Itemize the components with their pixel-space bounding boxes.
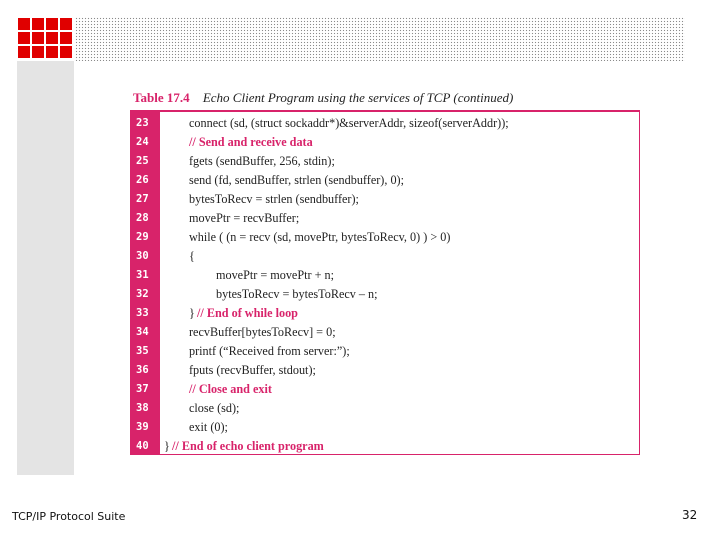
table-title <box>133 90 513 106</box>
code-row <box>131 247 639 266</box>
code-row <box>131 285 639 304</box>
code-text: connect (sd, (struct sockaddr*)&serverAddr, sizeof(serverAddr)); <box>189 116 509 130</box>
left-sidebar-band <box>17 61 74 475</box>
line-number: 36 <box>136 364 149 376</box>
code-text: { <box>189 249 195 263</box>
code-text: bytesToRecv = bytesToRecv – n; <box>216 287 378 301</box>
line-number: 23 <box>136 117 149 129</box>
line-number: 24 <box>136 136 149 148</box>
code-text: exit (0); <box>189 420 228 434</box>
logo-grid-icon <box>17 17 75 63</box>
code-row <box>131 323 639 342</box>
code-row <box>131 171 639 190</box>
code-comment: // End of while loop <box>194 306 298 320</box>
line-number: 34 <box>136 326 149 338</box>
header-pattern <box>75 17 685 61</box>
line-number: 40 <box>136 440 149 452</box>
code-text: close (sd); <box>189 401 240 415</box>
code-text: movePtr = recvBuffer; <box>189 211 300 225</box>
code-row <box>131 152 639 171</box>
code-text: fgets (sendBuffer, 256, stdin); <box>189 154 335 168</box>
code-row <box>131 266 639 285</box>
code-brace: } <box>164 439 170 453</box>
code-row <box>131 209 639 228</box>
code-row <box>131 361 639 380</box>
code-text: bytesToRecv = strlen (sendbuffer); <box>189 192 359 206</box>
line-number: 29 <box>136 231 149 243</box>
line-number: 39 <box>136 421 149 433</box>
code-row <box>131 342 639 361</box>
code-row <box>131 228 639 247</box>
line-number: 33 <box>136 307 149 319</box>
line-number: 27 <box>136 193 149 205</box>
line-number: 32 <box>136 288 149 300</box>
footer-suite-label: TCP/IP Protocol Suite <box>12 510 126 523</box>
code-row <box>131 114 639 133</box>
code-row <box>131 437 639 456</box>
code-listing <box>130 112 640 455</box>
code-row <box>131 418 639 437</box>
code-text: printf (“Received from server:”); <box>189 344 350 358</box>
line-number: 37 <box>136 383 149 395</box>
table-caption: Echo Client Program using the services of TCP (continued) <box>202 90 514 105</box>
line-number: 38 <box>136 402 149 414</box>
code-text: movePtr = movePtr + n; <box>216 268 335 282</box>
code-text: send (fd, sendBuffer, strlen (sendbuffer), 0); <box>189 173 404 187</box>
code-comment: // Send and receive data <box>189 135 313 149</box>
code-text: recvBuffer[bytesToRecv] = 0; <box>189 325 336 339</box>
line-number: 30 <box>136 250 149 262</box>
line-number: 35 <box>136 345 149 357</box>
code-row <box>131 399 639 418</box>
line-number: 26 <box>136 174 149 186</box>
code-row <box>131 380 639 399</box>
code-row <box>131 190 639 209</box>
line-number: 25 <box>136 155 149 167</box>
table-number: Table 17.4 <box>133 90 190 105</box>
code-row <box>131 133 639 152</box>
code-row <box>131 304 639 323</box>
line-number: 28 <box>136 212 149 224</box>
code-text: while ( (n = recv (sd, movePtr, bytesToRecv, 0) ) > 0) <box>189 230 451 244</box>
code-comment: // End of echo client program <box>169 439 324 453</box>
code-text: fputs (recvBuffer, stdout); <box>189 363 316 377</box>
code-comment: // Close and exit <box>189 382 272 396</box>
line-number: 31 <box>136 269 149 281</box>
page-number: 32 <box>682 508 698 522</box>
code-brace: } <box>189 306 195 320</box>
